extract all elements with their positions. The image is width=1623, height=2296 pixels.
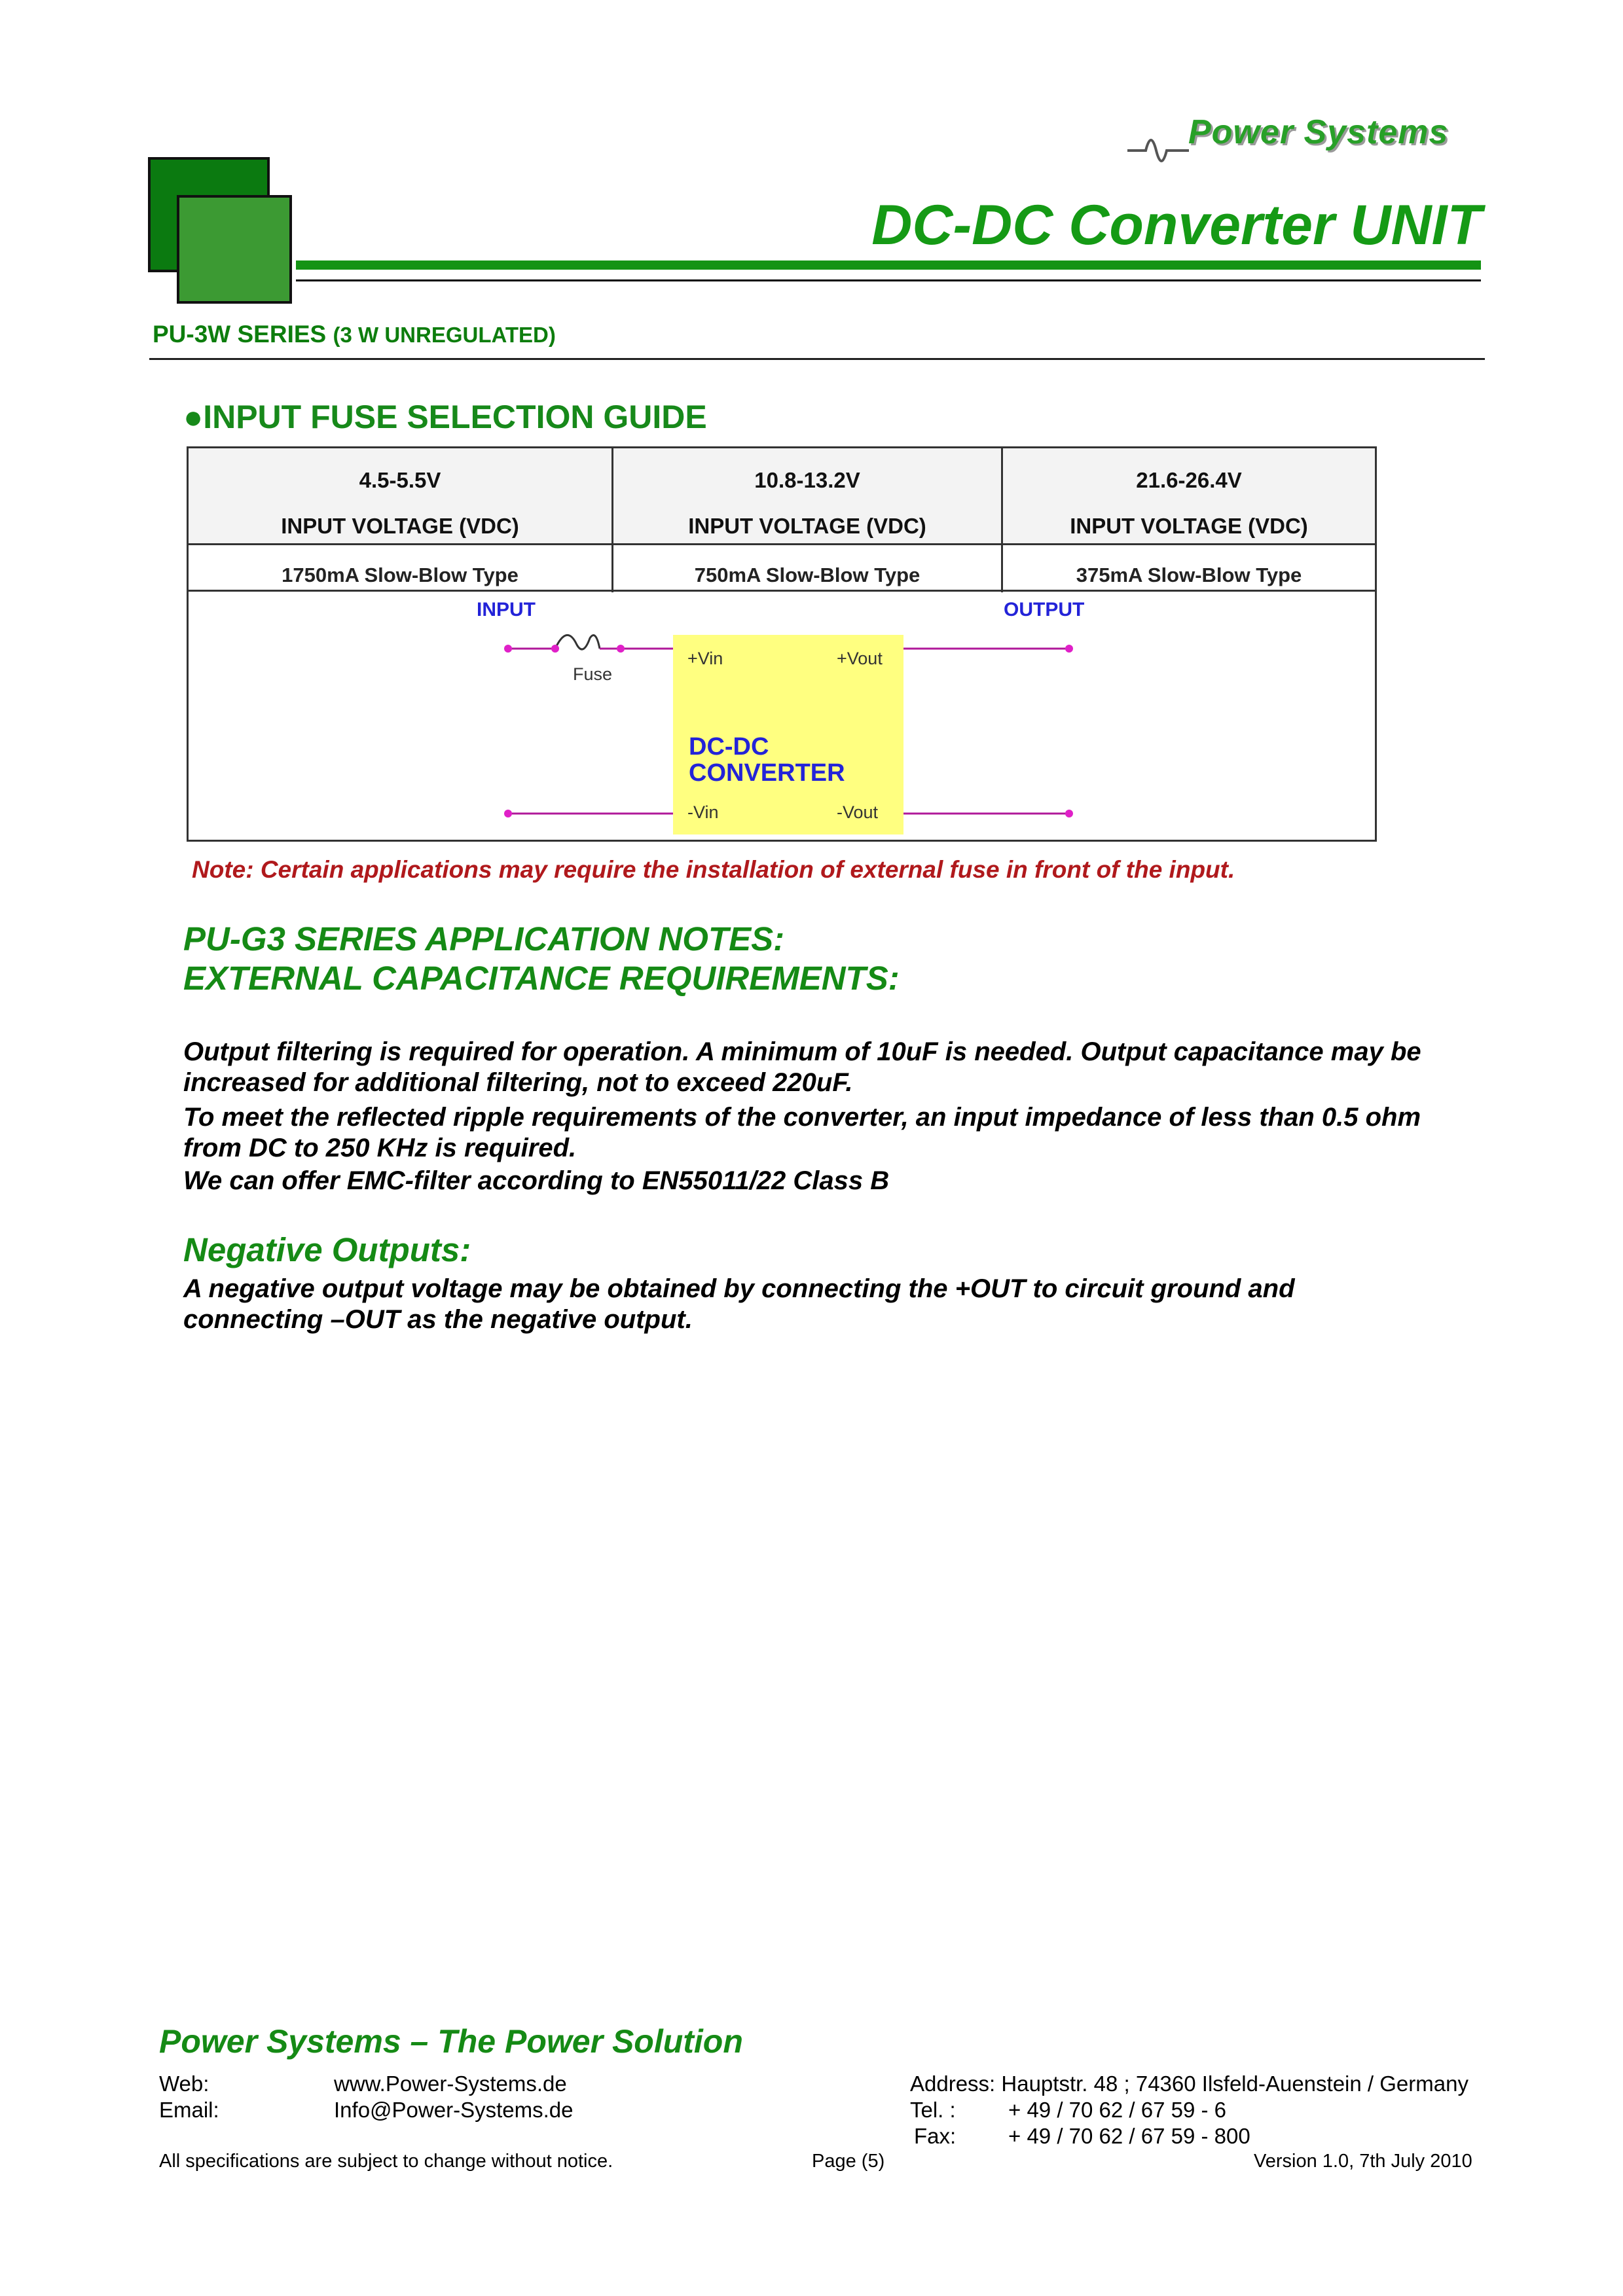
tel-value: + 49 / 70 62 / 67 59 - 6 xyxy=(1008,2098,1226,2122)
app-notes-heading: PU-G3 SERIES APPLICATION NOTES: xyxy=(183,920,785,958)
web-label: Web: xyxy=(159,2072,210,2096)
version-text: Version 1.0, 7th July 2010 xyxy=(1254,2151,1472,2172)
sine-wave-icon xyxy=(1126,117,1192,169)
body-line: connecting –OUT as the negative output. xyxy=(183,1305,693,1334)
vin-minus-label: -Vin xyxy=(687,802,719,822)
converter-label-line2: CONVERTER xyxy=(689,759,845,787)
fuse-note xyxy=(192,856,1235,884)
series-main: PU-3W SERIES xyxy=(153,321,327,348)
fuse-circuit-diagram xyxy=(189,448,1375,840)
series-rule xyxy=(149,358,1485,360)
fuse-guide-heading: ●INPUT FUSE SELECTION GUIDE xyxy=(183,399,707,435)
input-voltage-label: INPUT VOLTAGE (VDC) xyxy=(281,514,519,538)
capacitance-heading: EXTERNAL CAPACITANCE REQUIREMENTS: xyxy=(183,960,900,997)
header-green-rule xyxy=(296,260,1481,270)
note-text: Certain applications may require the installation of external fuse in front of the input. xyxy=(253,856,1235,883)
body-line: To meet the reflected ripple requirements of the converter, an input impedance of less than 0.5 ohm xyxy=(183,1103,1421,1132)
body-line: Output filtering is required for operation. A minimum of 10uF is needed. Output capacitance may be xyxy=(183,1037,1421,1066)
fuse-label: Fuse xyxy=(573,664,613,684)
terminal-dot xyxy=(504,810,512,817)
vout-minus-label: -Vout xyxy=(837,802,879,822)
series-title xyxy=(153,321,556,348)
voltage-cell: 4.5-5.5V xyxy=(359,468,441,492)
input-label: INPUT xyxy=(477,599,536,620)
address-text: Address: Hauptstr. 48 ; 74360 Ilsfeld-Auenstein / Germany xyxy=(910,2072,1468,2096)
terminal-dot xyxy=(504,645,512,653)
input-voltage-label: INPUT VOLTAGE (VDC) xyxy=(1070,514,1308,538)
email-link[interactable]: Info@Power-Systems.de xyxy=(334,2098,574,2122)
web-link[interactable]: www.Power-Systems.de xyxy=(334,2072,567,2096)
voltage-cell: 10.8-13.2V xyxy=(754,468,860,492)
footer-title: Power Systems – The Power Solution xyxy=(159,2023,743,2060)
terminal-dot xyxy=(1065,645,1073,653)
terminal-dot xyxy=(1065,810,1073,817)
body-line: A negative output voltage may be obtained by connecting the +OUT to circuit ground and xyxy=(183,1274,1295,1303)
logo-text: Power Systems xyxy=(1188,113,1449,151)
email-label: Email: xyxy=(159,2098,219,2122)
tel-label: Tel. : xyxy=(910,2098,956,2122)
header-black-rule xyxy=(296,279,1481,281)
logo-square-front xyxy=(177,195,292,304)
fax-label: Fax: xyxy=(914,2124,957,2148)
vout-plus-label: +Vout xyxy=(837,649,883,668)
vin-plus-label: +Vin xyxy=(687,649,723,668)
series-sub: (3 W UNREGULATED) xyxy=(333,323,556,347)
body-line: from DC to 250 KHz is required. xyxy=(183,1134,577,1162)
voltage-cell: 21.6-26.4V xyxy=(1136,468,1242,492)
disclaimer: All specifications are subject to change without notice. xyxy=(159,2151,613,2172)
body-line: increased for additional filtering, not to exceed 220uF. xyxy=(183,1068,853,1097)
fuse-type-cell: 1750mA Slow-Blow Type xyxy=(282,564,519,586)
body-line: We can offer EMC-filter according to EN55011/22 Class B xyxy=(183,1166,890,1195)
terminal-dot xyxy=(551,645,559,653)
fax-value: + 49 / 70 62 / 67 59 - 800 xyxy=(1008,2124,1250,2148)
page-title: DC-DC Converter UNIT xyxy=(871,194,1482,257)
fuse-symbol xyxy=(555,635,600,649)
fuse-type-cell: 375mA Slow-Blow Type xyxy=(1076,564,1302,586)
fuse-table xyxy=(187,446,1377,842)
note-prefix: Note: xyxy=(192,856,254,883)
negative-outputs-heading: Negative Outputs: xyxy=(183,1231,471,1268)
fuse-type-cell: 750mA Slow-Blow Type xyxy=(694,564,921,586)
output-label: OUTPUT xyxy=(1004,599,1085,620)
terminal-dot xyxy=(617,645,625,653)
converter-label-line1: DC-DC xyxy=(689,733,769,761)
page-number: Page (5) xyxy=(812,2151,885,2172)
power-systems-logo xyxy=(1126,110,1480,166)
input-voltage-label: INPUT VOLTAGE (VDC) xyxy=(688,514,926,538)
